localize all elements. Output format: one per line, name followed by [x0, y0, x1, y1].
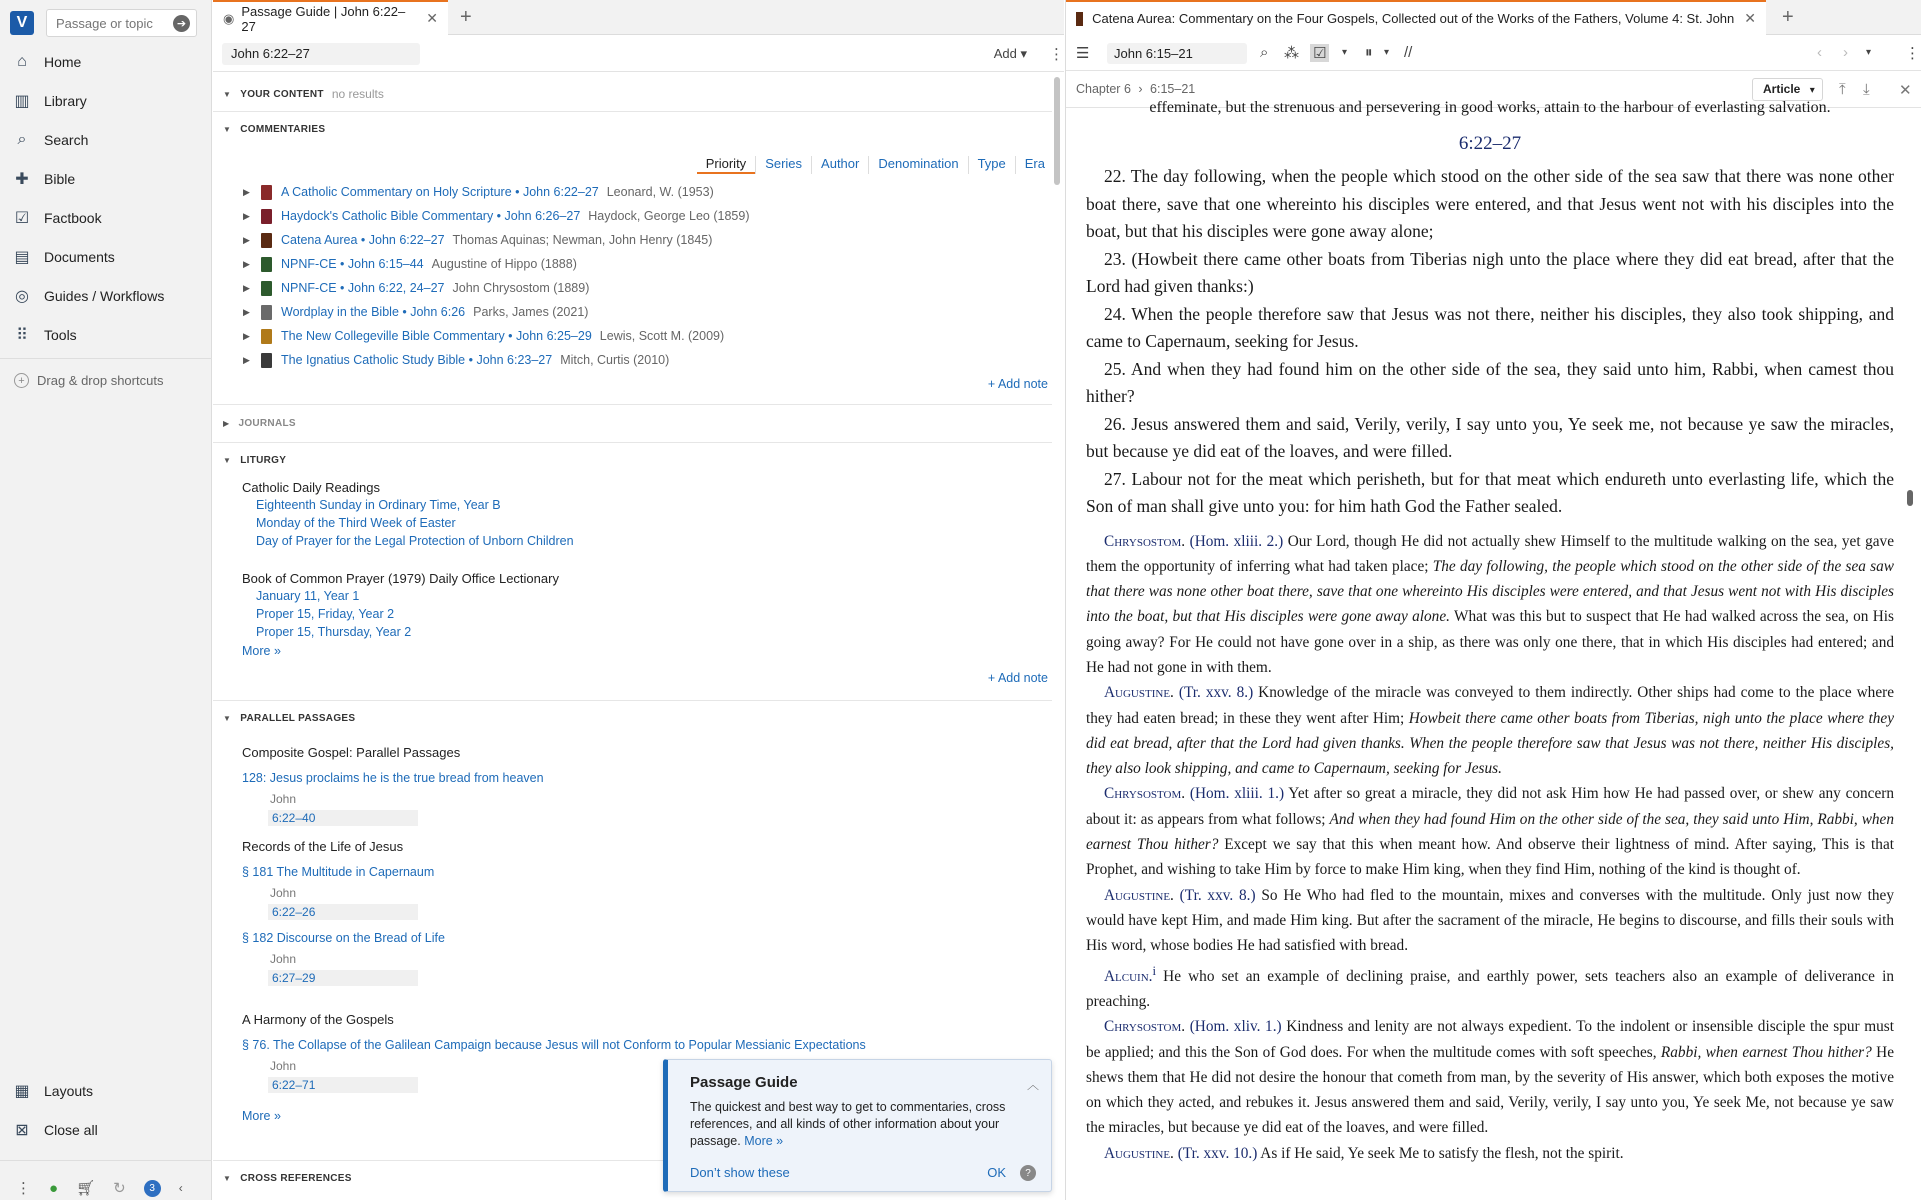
collapse-chevron-icon[interactable]: ︿	[1026, 1078, 1039, 1092]
add-dropdown[interactable]: Add ▾	[993, 46, 1027, 61]
breadcrumb-section[interactable]: 6:15–21	[1150, 82, 1196, 96]
close-breadcrumb-icon[interactable]: ✕	[1899, 82, 1912, 99]
close-tab-icon[interactable]: ✕	[1744, 10, 1756, 26]
collapse-triangle-icon: ▼	[223, 89, 232, 99]
expand-chevron-icon[interactable]: ▶	[243, 234, 250, 245]
sync-icon[interactable]: ↻	[113, 1180, 126, 1197]
sidebar-item-label: Bible	[44, 171, 76, 187]
documents-icon: ▤	[14, 249, 30, 266]
passage-guide-panel	[213, 0, 1064, 1200]
commentary-row[interactable]	[243, 183, 714, 201]
commentary-link[interactable]: The Ignatius Catholic Study Bible • John 6:23–27	[281, 353, 553, 367]
sort-denomination[interactable]: Denomination	[868, 156, 967, 174]
sort-priority[interactable]: Priority	[697, 156, 755, 174]
book-cover-icon	[261, 281, 272, 296]
sidebar-item-label: Search	[44, 132, 89, 148]
sidebar-item-label: Home	[44, 54, 82, 70]
commentary-text: Except we say that this when meant how. And observe their lightness of mind. After saying, This is that Prophet, and wishing to take Him by force to make Him king, when they find Him, nothing of the kind is thought of.	[1086, 836, 1894, 879]
commentary-row[interactable]	[243, 303, 588, 321]
reader-toolbar	[1066, 36, 1921, 71]
commentary-author: Augustine of Hippo (1888)	[431, 257, 577, 271]
add-label: Add	[993, 46, 1017, 61]
parallel-resources-icon[interactable]: //	[1404, 44, 1413, 61]
divider	[213, 442, 1052, 443]
commentary-link[interactable]: NPNF-CE • John 6:15–44	[281, 257, 424, 271]
commentary-paragraph	[1086, 959, 1894, 1015]
commentary-text: Kindness and lenity are not always expedient. To the indolent or insensible disciple the spur must be applied; and this the Son of God does. For when the multitude comes with soft speeches,	[1086, 1018, 1894, 1061]
passage-search-input[interactable]	[47, 10, 165, 36]
commentary-paragraph: Augustine. (Tr. xxv. 8.) So He Who had fled to the mountain, mixes and converses with the multitude. Only just now they would have kept Him, and made Him king. But after the sacrament of the miracle, He begins to discourse, and fills their souls with His word, whose bodies He had satisfied with bread.	[1086, 886, 1894, 955]
sidebar-item-label: Documents	[44, 249, 115, 265]
source-reference[interactable]: i	[1152, 963, 1157, 978]
sidebar-item-bible[interactable]	[0, 161, 212, 197]
commentary-row[interactable]	[243, 351, 669, 369]
expand-chevron-icon[interactable]: ▶	[243, 354, 250, 365]
commentary-link[interactable]: Wordplay in the Bible • John 6:26	[281, 305, 466, 319]
parallel-book: John	[270, 1059, 297, 1073]
liturgy-group-title: Book of Common Prayer (1979) Daily Office Lectionary	[242, 571, 559, 586]
section-title: COMMENTARIES	[240, 124, 326, 135]
commentary-author: Thomas Aquinas; Newman, John Henry (1845)	[452, 233, 713, 247]
top-partial-line: effeminate, but the strenuous and persevering in good works, attain to the harbour of everlasting salvation.	[1149, 99, 1831, 116]
commentary-link[interactable]: The New Collegeville Bible Commentary • John 6:25–29	[281, 329, 592, 343]
parallel-group-title: A Harmony of the Gospels	[242, 1012, 394, 1027]
new-tab-icon[interactable]: +	[460, 6, 472, 28]
scripture-quote: And when they had found Him on the other side of the sea, they said unto Him, Rabbi, when earnest Thou hither?	[1086, 810, 1894, 854]
layouts-label: Layouts	[44, 1083, 94, 1099]
popup-title: Passage Guide	[690, 1074, 798, 1091]
commentary-author: Parks, James (2021)	[473, 305, 589, 319]
divider	[213, 111, 1052, 112]
sort-era[interactable]: Era	[1015, 156, 1054, 174]
panel-menu-icon[interactable]: ⋮	[1049, 46, 1064, 63]
tab-bar	[213, 0, 1064, 35]
church-father-name[interactable]: Chrysostom	[1104, 1018, 1182, 1036]
section-title: PARALLEL PASSAGES	[240, 713, 356, 724]
breadcrumb-separator: ›	[1138, 82, 1143, 96]
divider	[213, 404, 1052, 405]
book-cover-icon	[261, 209, 272, 224]
visual-filters-icon[interactable]: ⁂	[1284, 45, 1299, 62]
forward-arrow-icon[interactable]: ›	[1843, 44, 1848, 61]
book-cover-icon	[261, 353, 272, 368]
parallel-group-title: Composite Gospel: Parallel Passages	[242, 745, 461, 760]
reference-box[interactable]: John 6:22–27	[222, 43, 420, 65]
liturgy-link[interactable]: Proper 15, Friday, Year 2	[256, 607, 395, 621]
expand-chevron-icon[interactable]: ▶	[243, 210, 250, 221]
parallel-book: John	[270, 886, 297, 900]
parallel-passage-link[interactable]: 128: Jesus proclaims he is the true bread from heaven	[242, 771, 544, 785]
commentary-paragraph: Augustine. (Tr. xxv. 10.) As if He said, Ye seek Me to satisfy the flesh, not the spirit.	[1104, 1144, 1624, 1162]
search-icon: ⌕	[17, 131, 27, 148]
source-reference[interactable]: (Hom. xliv. 1.)	[1189, 1018, 1282, 1036]
commentary-paragraph: Chrysostom. (Hom. xliv. 1.) Kindness and lenity are not always expedient. To the indolent or insensible disciple the spur must be applied; and this the Son of God does. For when the multitude comes with soft speeches, Rabbi, when earnest Thou hither? He shews them that He did not desire the honour that cometh from man, by the severity of His answer, which both exposes the motive on which they acted, and rebukes it. Jesus answered them and said, Verily, verily, I say unto you, Ye seek Me, not because ye saw the miracles, but because ye did eat of the loaves, and were filled.	[1086, 1018, 1894, 1137]
sidebar-item-documents[interactable]	[0, 239, 212, 275]
expand-chevron-icon[interactable]: ▶	[243, 186, 250, 197]
divider	[0, 1160, 212, 1161]
ok-button[interactable]: OK	[987, 1165, 1006, 1180]
commentary-text: What was this but to suspect that He had walked across the sea, on His going away? For He could not have gone over in a ship, as there was only one there, that in which His disciples had entered; and He had not gone in with them.	[1086, 608, 1894, 676]
sidebar-item-library[interactable]	[0, 83, 212, 119]
parallel-passage-link[interactable]: § 76. The Collapse of the Galilean Campaign because Jesus will not Conform to Popular Messianic Expectations	[242, 1038, 866, 1052]
parallel-reference[interactable]: 6:22–71	[268, 1077, 418, 1093]
bible-verse: 27. Labour not for the meat which perisheth, but for that meat which endureth unto everlasting life, which the Son of man shall give unto you: for him hath God the Father sealed.	[1086, 468, 1894, 516]
section-title: YOUR CONTENT	[240, 88, 324, 100]
passage-guide-tip-popup	[663, 1059, 1052, 1192]
tab-passage-guide[interactable]	[213, 0, 448, 35]
book-cover-icon	[261, 233, 272, 248]
sidebar	[0, 0, 212, 1200]
tab-bar	[1066, 0, 1921, 35]
parallel-reference[interactable]: 6:22–26	[268, 904, 418, 920]
book-cover-icon	[261, 305, 272, 320]
bible-verse: 26. Jesus answered them and said, Verily, verily, I say unto you, Ye seek me, not because ye saw the miracles, but because ye did eat of the loaves, and were filled.	[1086, 413, 1894, 461]
section-your-content[interactable]	[223, 87, 384, 101]
parallel-passage-link[interactable]: § 181 The Multitude in Capernaum	[242, 865, 435, 879]
plus-circle-icon: +	[14, 373, 29, 388]
layouts-button[interactable]	[0, 1073, 212, 1109]
bible-verse: 23. (Howbeit there came other boats from Tiberias nigh unto the place where they did eat bread, after that the Lord had given thanks:)	[1086, 248, 1894, 296]
table-of-contents-icon[interactable]: ☰	[1076, 45, 1090, 62]
cart-icon[interactable]: 🛒︎	[76, 1180, 96, 1197]
source-reference[interactable]: (Tr. xxv. 8.)	[1179, 886, 1256, 904]
church-father-name[interactable]: Chrysostom	[1104, 532, 1182, 550]
close-tab-icon[interactable]: ✕	[426, 10, 438, 26]
bible-verse: 24. When the people therefore saw that Jesus was not there, neither his disciples, they also took shipping, and came to Capernaum, seeking for Jesus.	[1086, 303, 1894, 351]
sidebar-item-label: Factbook	[44, 210, 102, 226]
church-father-name[interactable]: Augustine	[1104, 1144, 1171, 1162]
back-arrow-icon[interactable]: ‹	[1817, 44, 1822, 61]
liturgy-link[interactable]: Proper 15, Thursday, Year 2	[256, 625, 412, 639]
more-options-icon[interactable]: ⋮	[16, 1180, 31, 1197]
columns-icon[interactable]: ⏸	[1365, 44, 1373, 61]
guides-icon: ◎	[15, 288, 29, 305]
status-icon[interactable]: ●	[49, 1179, 59, 1197]
commentary-row[interactable]	[243, 255, 577, 273]
close-all-icon: ⊠	[15, 1122, 29, 1139]
commentary-row[interactable]	[243, 327, 724, 345]
previous-section-icon[interactable]: ⤒	[1839, 81, 1846, 98]
section-parallel-passages[interactable]	[223, 713, 355, 724]
collapse-sidebar-icon[interactable]: ‹	[178, 1181, 183, 1195]
commentary-paragraph: Chrysostom. (Hom. xliii. 1.) Yet after so great a miracle, they did not ask Him how He had passed over, or shew any concern about it: as appears from what follows; And when they had found Him on the other side of the sea, they said unto Him, Rabbi, when earnest Thou hither? Except we say that this when meant how. And observe their lightness of mind. After saying, This is that Prophet, and wishing to take Him by force to make Him king, when they find Him, nothing of the kind is thought of.	[1086, 785, 1894, 879]
section-cross-references[interactable]	[223, 1173, 352, 1184]
commentary-link[interactable]: Catena Aurea • John 6:22–27	[281, 233, 445, 247]
commentary-author: Haydock, George Leo (1859)	[588, 209, 750, 223]
section-title: LITURGY	[240, 455, 287, 466]
scrollbar[interactable]	[1907, 490, 1913, 506]
parallel-reference[interactable]: 6:22–40	[268, 810, 418, 826]
expand-chevron-icon[interactable]: ▶	[243, 282, 250, 293]
sort-series[interactable]: Series	[755, 156, 811, 174]
tools-icon: ⠿	[16, 327, 28, 344]
commentary-text: Yet after so great a miracle, they did not ask Him how He had passed over, or shew any concern about it: as appears from what follows;	[1086, 785, 1894, 828]
library-icon: ▥	[14, 93, 30, 110]
passage-search-box	[46, 9, 197, 37]
tab-catena-aurea[interactable]	[1066, 0, 1766, 35]
sidebar-item-label: Tools	[44, 327, 77, 343]
drag-drop-label: Drag & drop shortcuts	[37, 373, 164, 388]
collapse-triangle-icon: ▼	[223, 456, 232, 465]
section-liturgy[interactable]	[223, 455, 286, 466]
search-icon[interactable]: ⌕	[1260, 44, 1269, 61]
parallel-more-link[interactable]: More »	[242, 1109, 281, 1123]
history-dropdown-icon[interactable]: ▾	[1866, 47, 1872, 58]
panel-menu-icon[interactable]: ⋮	[1905, 45, 1920, 62]
parallel-passage-link[interactable]: § 182 Discourse on the Bread of Life	[242, 931, 445, 945]
guide-content	[213, 73, 1064, 1200]
source-reference[interactable]: (Hom. xliii. 1.)	[1189, 785, 1285, 803]
book-icon	[1076, 12, 1083, 26]
sort-author[interactable]: Author	[811, 156, 868, 174]
logos-logo[interactable]: V	[10, 11, 34, 35]
new-tab-icon[interactable]: +	[1782, 6, 1794, 28]
commentary-text: He shews them that He did not desire the honour that cometh from man, by the severity of His answer, which both exposes the motive on which they acted, and rebukes it. Jesus answered them and said, Verily, verily, I say unto you, Ye seek Me, not because ye saw the miracles, but because ye did eat of the loaves, and were filled.	[1086, 1043, 1894, 1137]
commentary-text: He who set an example of declining praise, and earthly power, sets teachers also an example of deliverance in preaching.	[1086, 967, 1894, 1010]
factbook-icon: ☑	[14, 210, 30, 227]
sidebar-item-label: Library	[44, 93, 87, 109]
church-father-name[interactable]: Alcuin.	[1104, 967, 1153, 985]
section-title: CROSS REFERENCES	[240, 1173, 352, 1184]
view-mode-label: Article	[1763, 82, 1801, 96]
sidebar-footer	[0, 1176, 212, 1200]
dropdown-arrow-icon[interactable]: ▾	[1384, 47, 1390, 58]
bible-verse: 22. The day following, when the people which stood on the other side of the sea saw that there was none other boat there, save that one whereinto his disciples were entered, and that Jesus went not with his disciples into the boat, but that his disciples were gone away alone;	[1086, 166, 1894, 241]
collapse-triangle-icon: ▼	[223, 714, 232, 723]
commentary-link[interactable]: Haydock's Catholic Bible Commentary • John 6:26–27	[281, 209, 581, 223]
section-status: no results	[331, 87, 384, 101]
liturgy-more-link[interactable]: More »	[242, 644, 281, 658]
help-icon[interactable]: ?	[1020, 1165, 1036, 1181]
expand-chevron-icon[interactable]: ▶	[243, 258, 250, 269]
commentary-author: John Chrysostom (1889)	[452, 281, 590, 295]
liturgy-add-note[interactable]: + Add note	[987, 671, 1048, 685]
sidebar-item-search[interactable]	[0, 122, 212, 158]
source-reference[interactable]: (Tr. xxv. 10.)	[1177, 1144, 1258, 1162]
reference-box[interactable]: John 6:15–21	[1107, 43, 1247, 64]
popup-body	[690, 1099, 1033, 1150]
liturgy-group-title: Catholic Daily Readings	[242, 480, 381, 495]
sidebar-item-factbook[interactable]	[0, 200, 212, 236]
dont-show-link[interactable]: Don’t show these	[690, 1165, 790, 1180]
toolbar	[213, 36, 1064, 72]
popup-footer	[690, 1165, 1048, 1180]
tab-title: Passage Guide | John 6:22–27	[241, 3, 406, 34]
commentaries-add-note[interactable]: + Add note	[987, 377, 1048, 391]
bible-icon: ✚	[15, 171, 29, 188]
scripture-quote: The day following, the people which stood on the other side of the sea saw that there was none other boat there, save that one whereinto His disciples were entered, and that Jesus went not with His disciples into the boat, but that His disciples were gone away alone.	[1086, 557, 1894, 626]
collapse-triangle-icon: ▼	[223, 125, 232, 134]
checkmark-icon[interactable]: ☑	[1310, 44, 1329, 62]
liturgy-link[interactable]: Monday of the Third Week of Easter	[256, 516, 456, 530]
divider	[213, 700, 1052, 701]
commentary-author: Leonard, W. (1953)	[606, 185, 714, 199]
commentary-text: So He Who had fled to the mountain, mixes and converses with the multitude. Only just now they would have kept Him, and made Him king. But after the sacrament of the miracle, He begins to discourse, and fills their souls with His word, whose bodies He had satisfied with bread.	[1086, 886, 1894, 955]
commentary-link[interactable]: NPNF-CE • John 6:22, 24–27	[281, 281, 445, 295]
dropdown-arrow-icon: ▾	[1809, 85, 1815, 96]
expand-chevron-icon[interactable]: ▶	[243, 306, 250, 317]
scripture-quote: Howbeit there came other boats from Tiberias, nigh unto the place where they did eat bread, after that the Lord had given thanks. When the people therefore saw that Jesus was not there, neither His disciples, they also look shipping, and came to Capernaum, seeking for Jesus.	[1086, 709, 1895, 778]
sort-type[interactable]: Type	[968, 156, 1015, 174]
breadcrumb-chapter[interactable]: Chapter 6	[1076, 82, 1131, 96]
sidebar-item-guides-workflows[interactable]	[0, 278, 212, 314]
scripture-quote: Rabbi, when earnest Thou hither?	[1660, 1043, 1872, 1061]
source-reference[interactable]: (Tr. xxv. 8.)	[1178, 684, 1254, 702]
commentary-paragraph: Augustine. (Tr. xxv. 8.) Knowledge of the miracle was conveyed to them indirectly. Other ships had come to the place where they had eaten bread; in these they went after Him; Howbeit there came other boats from Tiberias, nigh unto the place where they did eat bread, after that the Lord had given thanks. When the people therefore saw that Jesus was not there, neither His disciples, they also look shipping, and came to Capernaum, seeking for Jesus.	[1086, 684, 1895, 778]
commentary-text: Knowledge of the miracle was conveyed to them indirectly. Other ships had come to the place where they had eaten bread; in these they went after Him;	[1086, 684, 1894, 727]
sidebar-item-home[interactable]	[0, 44, 212, 80]
drag-drop-shortcuts	[14, 373, 163, 388]
divider	[0, 358, 212, 359]
home-icon: ⌂	[17, 53, 27, 70]
book-cover-icon	[261, 185, 272, 200]
notification-badge[interactable]: 3	[144, 1180, 161, 1197]
collapse-triangle-icon: ▼	[223, 1174, 232, 1183]
close-all-label: Close all	[44, 1122, 98, 1138]
commentary-row[interactable]	[243, 279, 589, 297]
commentary-row[interactable]	[243, 231, 712, 249]
source-reference[interactable]: (Hom. xliii. 2.)	[1189, 532, 1284, 550]
sidebar-item-tools[interactable]	[0, 317, 212, 353]
bible-verse: 25. And when they had found him on the other side of the sea, they said unto him, Rabbi, when camest thou hither?	[1086, 358, 1894, 406]
commentary-link[interactable]: A Catholic Commentary on Holy Scripture • John 6:22–27	[281, 185, 599, 199]
book-cover-icon	[261, 329, 272, 344]
reader-panel	[1065, 0, 1920, 1200]
commentary-sort-bar	[697, 156, 1054, 174]
liturgy-link[interactable]: January 11, Year 1	[256, 589, 360, 603]
commentary-row[interactable]	[243, 207, 750, 225]
commentary-text: Our Lord, though He did not actually shew Himself to the multitude walking on the sea, yet gave them the opportunity of inferring what had taken place;	[1086, 532, 1894, 575]
passage-guide-icon: ◉	[223, 10, 235, 26]
reader-content	[1086, 99, 1895, 1200]
commentary-author: Mitch, Curtis (2010)	[560, 353, 670, 367]
church-father-name[interactable]: Augustine	[1104, 684, 1171, 702]
next-section-icon[interactable]: ⤓	[1863, 81, 1870, 98]
church-father-name[interactable]: Chrysostom	[1104, 785, 1182, 803]
close-all-button[interactable]	[0, 1112, 212, 1148]
commentary-paragraph: Chrysostom. (Hom. xliii. 2.) Our Lord, though He did not actually shew Himself to the multitude walking on the sea, yet gave them the opportunity of inferring what had taken place; The day following, the people which stood on the other side of the sea saw that there was none other boat there, save that one whereinto His disciples were entered, and that Jesus went not with His disciples into the boat, but that His disciples were gone away alone. What was this but to suspect that He had walked across the sea, on His going away? For He could not have gone over in a ship, as there was only one there, that in which His disciples had entered; and He had not gone in with them.	[1086, 532, 1894, 676]
sidebar-item-label: Guides / Workflows	[44, 288, 165, 304]
popup-more-link[interactable]: More »	[744, 1134, 784, 1148]
book-cover-icon	[261, 257, 272, 272]
section-heading: 6:22–27	[1458, 132, 1522, 154]
scrollbar[interactable]	[1054, 77, 1060, 185]
dropdown-arrow-icon[interactable]: ▾	[1342, 47, 1348, 58]
parallel-book: John	[270, 792, 297, 806]
section-title: JOURNALS	[238, 418, 296, 429]
parallel-group-title: Records of the Life of Jesus	[242, 839, 404, 854]
section-journals[interactable]	[223, 418, 296, 429]
layouts-icon: ▦	[14, 1083, 30, 1100]
expand-triangle-icon: ▶	[223, 419, 230, 428]
commentary-text: As if He said, Ye seek Me to satisfy the flesh, not the spirit.	[1257, 1144, 1624, 1162]
popup-text: The quickest and best way to get to commentaries, cross references, and all kinds of other information about your passage.	[690, 1100, 1006, 1148]
liturgy-link[interactable]: Day of Prayer for the Legal Protection of Unborn Children	[256, 534, 574, 548]
church-father-name[interactable]: Augustine	[1104, 886, 1171, 904]
parallel-reference[interactable]: 6:27–29	[268, 970, 418, 986]
parallel-book: John	[270, 952, 297, 966]
section-commentaries[interactable]	[223, 124, 325, 135]
tab-title: Catena Aurea: Commentary on the Four Gospels, Collected out of the Works of the Fathers, Volume 4: St. John	[1092, 11, 1735, 26]
go-arrow-icon[interactable]: ➔	[173, 15, 190, 32]
commentary-author: Lewis, Scott M. (2009)	[599, 329, 725, 343]
liturgy-link[interactable]: Eighteenth Sunday in Ordinary Time, Year B	[256, 498, 501, 512]
expand-chevron-icon[interactable]: ▶	[243, 330, 250, 341]
